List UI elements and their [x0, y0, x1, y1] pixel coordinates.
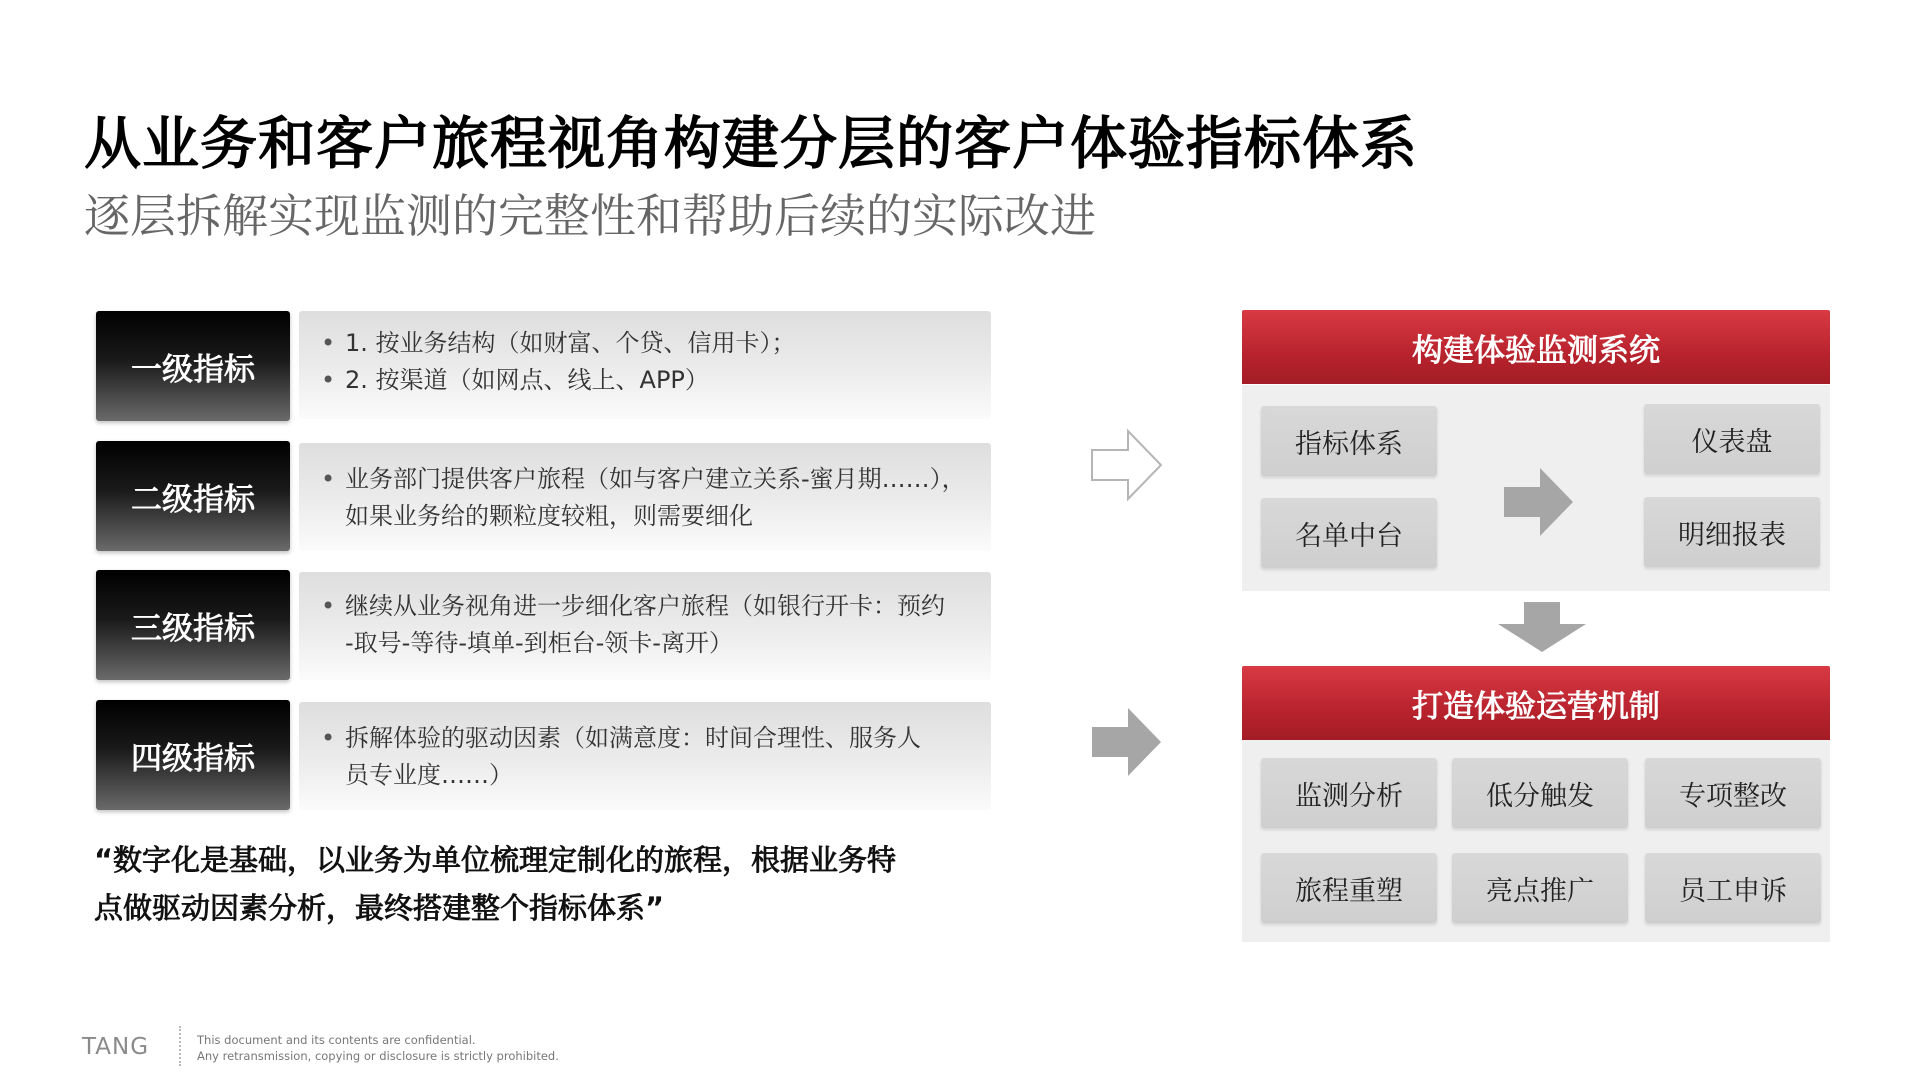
operation-tile-employee-appeal: 员工申诉 — [1645, 853, 1821, 923]
level-1-line-2: • 2. 按渠道（如网点、线上、APP） — [321, 362, 973, 399]
page-subtitle: 逐层拆解实现监测的完整性和帮助后续的实际改进 — [84, 189, 1096, 243]
footer-divider — [179, 1026, 181, 1066]
confidentiality-line-1: This document and its contents are confidential. — [197, 1033, 476, 1047]
quote-line-1: “数字化是基础，以业务为单位梳理定制化的旅程，根据业务特 — [94, 843, 897, 877]
operation-tile-monitor-analysis: 监测分析 — [1261, 758, 1437, 828]
level-4-description — [299, 702, 991, 810]
operation-title: 打造体验运营机制 — [1242, 666, 1830, 740]
operation-tile-journey-reshape: 旅程重塑 — [1261, 853, 1437, 923]
level-4-line-1: • 拆解体验的驱动因素（如满意度：时间合理性、服务人 — [321, 720, 973, 757]
operation-tile-low-score-trigger: 低分触发 — [1452, 758, 1628, 828]
level-3-line-2: -取号-等待-填单-到柜台-领卡-离开） — [345, 629, 733, 657]
level-3-description — [299, 572, 991, 680]
monitor-system-title: 构建体验监测系统 — [1242, 310, 1830, 384]
arrow-right-icon — [1090, 705, 1164, 779]
quote-line-2: 点做驱动因素分析，最终搭建整个指标体系” — [94, 891, 665, 925]
arrow-down-icon — [1494, 600, 1590, 656]
confidentiality-notice — [197, 1032, 559, 1064]
level-2-label: 二级指标 — [96, 441, 290, 551]
confidentiality-line-2: Any retransmission, copying or disclosure is strictly prohibited. — [197, 1049, 559, 1063]
level-3-label: 三级指标 — [96, 570, 290, 680]
level-4-label: 四级指标 — [96, 700, 290, 810]
summary-quote — [94, 836, 1014, 932]
operation-tile-highlight-promotion: 亮点推广 — [1452, 853, 1628, 923]
level-2-line-1: • 业务部门提供客户旅程（如与客户建立关系-蜜月期……）， — [321, 461, 973, 498]
input-tile-list-platform: 名单中台 — [1261, 498, 1437, 568]
arrow-right-outline-icon — [1090, 428, 1164, 502]
company-logo: TANG — [82, 1034, 150, 1060]
operation-tile-special-rectification: 专项整改 — [1645, 758, 1821, 828]
page-title: 从业务和客户旅程视角构建分层的客户体验指标体系 — [84, 111, 1418, 177]
output-tile-dashboard: 仪表盘 — [1644, 404, 1820, 474]
input-tile-indicator-system: 指标体系 — [1261, 406, 1437, 476]
output-tile-detail-report: 明细报表 — [1644, 497, 1820, 567]
level-1-line-1: • 1. 按业务结构（如财富、个贷、信用卡）； — [321, 325, 973, 362]
level-2-description — [299, 443, 991, 551]
level-4-line-2: 员专业度……） — [345, 761, 513, 789]
level-3-line-1: • 继续从业务视角进一步细化客户旅程（如银行开卡：预约 — [321, 588, 973, 625]
level-1-description — [299, 311, 991, 419]
arrow-right-icon — [1502, 465, 1576, 539]
level-1-label: 一级指标 — [96, 311, 290, 421]
level-2-line-2: 如果业务给的颗粒度较粗，则需要细化 — [345, 502, 753, 530]
